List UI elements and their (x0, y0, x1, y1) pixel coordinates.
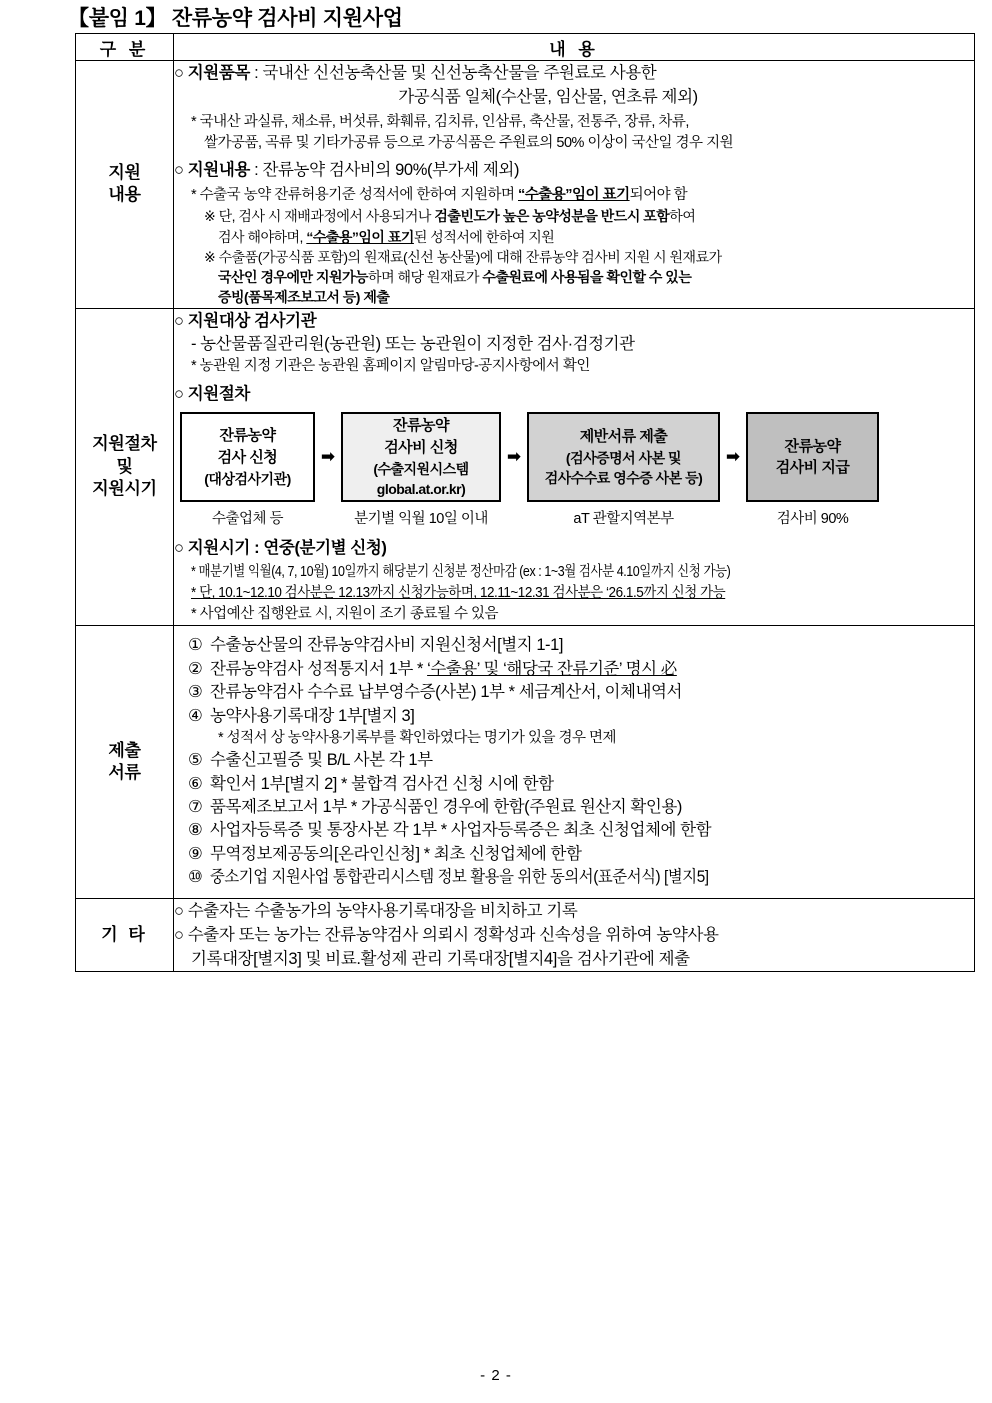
flow-step-2-caption: 분기별 익월 10일 이내 (354, 511, 488, 528)
document-list-item: ③ 잔류농약검사 수수료 납부영수증(사본) 1부 * 세금계산서, 이체내역서 (188, 683, 682, 702)
header-gubun: 구 분 (76, 34, 174, 61)
support-detail-note-1: * 수출국 농약 잔류허용기준 성적서에 한하여 지원하며 “수출용”임이 표기되어야 함 (191, 187, 688, 204)
circle-bullet-icon: ○ (174, 901, 184, 920)
document-list-item: ⑧ 사업자등록증 및 통장사본 각 1부 * 사업자등록증은 최초 신청업체에 한함 (188, 821, 712, 840)
support-items-text-1: : 국내산 신선농축산물 및 신선농축산물을 주원료로 사용한 (254, 64, 657, 82)
table-row-process-timing (76, 308, 975, 626)
row-label-documents: 제출 서류 (76, 626, 174, 898)
row-label-process-timing: 지원절차 및 지원시기 (76, 308, 174, 626)
flow-step-2 (341, 412, 501, 528)
arrow-right-icon-2: ➡ (506, 447, 522, 467)
support-items-label: 지원품목 (187, 64, 250, 82)
document-list-item: ⑨ 무역정보제공동의[온라인신청] * 최초 신청업체에 한함 (188, 844, 582, 863)
support-detail-note-3: 검사 해야하며, “수출용”임이 표기된 성적서에 한하여 지원 (218, 228, 555, 245)
support-program-table (75, 33, 975, 972)
other-line-2: ○ 수출자 또는 농가는 잔류농약검사 의뢰시 정확성과 신속성을 위하여 농약사용 (174, 925, 719, 944)
document-list-item: ① 수출농산물의 잔류농약검사비 지원신청서[별지 1-1] (188, 636, 563, 655)
row-content-documents (174, 626, 975, 898)
row-content-process-timing (174, 308, 975, 626)
timing-note-3: * 사업예산 집행완료 시, 지원이 조기 종료될 수 있음 (191, 606, 499, 623)
target-institution-label: 지원대상 검사기관 (187, 311, 317, 330)
support-detail-note-5: 국산인 경우에만 지원가능하며 해당 원재료가 수출원료에 사용됨을 확인할 수 있는 (218, 269, 692, 286)
document-list-item: ② 잔류농약검사 성적통지서 1부 * ‘수출용’ 및 ‘해당국 잔류기준’ 명시 必 (188, 659, 677, 678)
arrow-right-icon-3: ➡ (725, 447, 741, 467)
process-heading (174, 382, 974, 406)
document-list-item: ⑤ 수출신고필증 및 B/L 사본 각 1부 (188, 751, 433, 770)
support-detail-note-6: 증빙(품목제조보고서 등) 제출 (218, 289, 390, 306)
flow-step-1-box: 잔류농약 검사 신청 (대상검사기관) (180, 412, 315, 502)
support-items-heading-line (174, 61, 974, 85)
target-institution-dash-line: - 농산물품질관리원(농관원) 또는 농관원이 지정한 검사·검정기관 (191, 334, 635, 353)
flow-step-4-box: 잔류농약 검사비 지급 (746, 412, 879, 502)
row-label-other: 기 타 (76, 898, 174, 971)
process-label: 지원절차 (187, 385, 250, 404)
flow-step-3 (527, 412, 720, 528)
document-list-item: ⑦ 품목제조보고서 1부 * 가공식품인 경우에 한함(주원료 원산지 확인용) (188, 798, 682, 817)
flow-step-3-box: 제반서류 제출 (검사증명서 사본 및 검사수수료 영수증 사본 등) (527, 412, 720, 502)
flow-step-1 (180, 412, 315, 528)
other-line-1: ○ 수출자는 수출농가의 농약사용기록대장을 비치하고 기록 (174, 901, 578, 920)
arrow-right-icon-1: ➡ (320, 447, 336, 467)
circle-bullet-icon: ○ (174, 925, 184, 944)
support-detail-note-4: ※ 수출품(가공식품 포함)의 원재료(신선 농산물)에 대해 잔류농약 검사비 지원 시 원재료가 (204, 248, 722, 265)
table-row-other (76, 898, 975, 971)
circle-bullet-icon: ○ (174, 539, 184, 558)
table-row-documents (76, 626, 975, 898)
document-list-item: ⑩ 중소기업 지원사업 통합관리시스템 정보 활용을 위한 동의서(표준서식) [별지5] (188, 868, 709, 887)
timing-heading (174, 536, 974, 560)
target-institution-note: * 농관원 지정 기관은 농관원 홈페이지 알림마당-공지사항에서 확인 (191, 358, 590, 375)
support-detail-label: 지원내용 (187, 161, 250, 180)
flow-step-2-box: 잔류농약 검사비 신청 (수출지원시스템 global.at.or.kr) (341, 412, 501, 502)
other-line-3: 기록대장[별지3] 및 비료.활성제 관리 기록대장[별지4]을 검사기관에 제출 (191, 949, 690, 968)
support-detail-note-2: ※ 단, 검사 시 재배과정에서 사용되거나 검출빈도가 높은 농약성분을 반드시 포함하여 (204, 208, 696, 225)
timing-note-1: * 매분기별 익월(4, 7, 10월) 10일까지 해당분기 신청분 정산마감 (ex : 1~3월 검사분 4.10일까지 신청 가능) (191, 564, 731, 581)
flow-step-4-caption: 검사비 90% (776, 511, 849, 528)
header-naeyong: 내 용 (174, 34, 975, 61)
row-content-other (174, 898, 975, 971)
flow-step-1-caption: 수출업체 등 (211, 511, 284, 528)
table-row-support-content (76, 61, 975, 309)
support-items-note-2: 쌀가공품, 곡류 및 기타가공류 등으로 가공식품은 주원료의 50% 이상이 국산일 경우 지원 (204, 135, 734, 152)
table-header-row (76, 34, 975, 61)
flow-step-4 (746, 412, 879, 528)
document-list-item: ④ 농약사용기록대장 1부[별지 3] (188, 706, 415, 725)
flow-step-3-caption: aT 관할지역본부 (573, 511, 674, 528)
support-items-note-1: * 국내산 과실류, 채소류, 버섯류, 화훼류, 김치류, 인삼류, 축산물, 전통주, 장류, 차류, (191, 114, 689, 131)
circle-bullet-icon: ○ (174, 64, 184, 82)
document-list-item: ⑥ 확인서 1부[별지 2] * 불합격 검사건 신청 시에 한함 (188, 774, 554, 793)
circle-bullet-icon: ○ (174, 161, 184, 180)
target-institution-heading (174, 309, 974, 333)
circle-bullet-icon: ○ (174, 385, 184, 404)
timing-note-2: * 단, 10.1~12.10 검사분은 12.13까지 신청가능하며, 12.11~12.31 검사분은 ‘26.1.5까지 신청 가능 (191, 585, 726, 602)
row-content-support-content (174, 61, 975, 309)
row-label-support-content: 지원 내용 (76, 61, 174, 309)
circle-bullet-icon: ○ (174, 311, 184, 330)
page-footer: - 2 - (480, 1367, 512, 1384)
support-items-text-2: 가공식품 일체(수산물, 임산물, 연초류 제외) (398, 88, 698, 107)
support-detail-heading-line (174, 158, 974, 182)
support-detail-text: : 잔류농약 검사비의 90%(부가세 제외) (254, 161, 520, 180)
support-process-flowchart (180, 412, 974, 528)
document-list-note: * 성적서 상 농약사용기록부를 확인하였다는 명기가 있을 경우 면제 (218, 730, 617, 747)
timing-label: 지원시기 : 연중(분기별 신청) (187, 539, 387, 558)
page-title: 【붙임 1】 잔류농약 검사비 지원사업 (68, 7, 403, 30)
